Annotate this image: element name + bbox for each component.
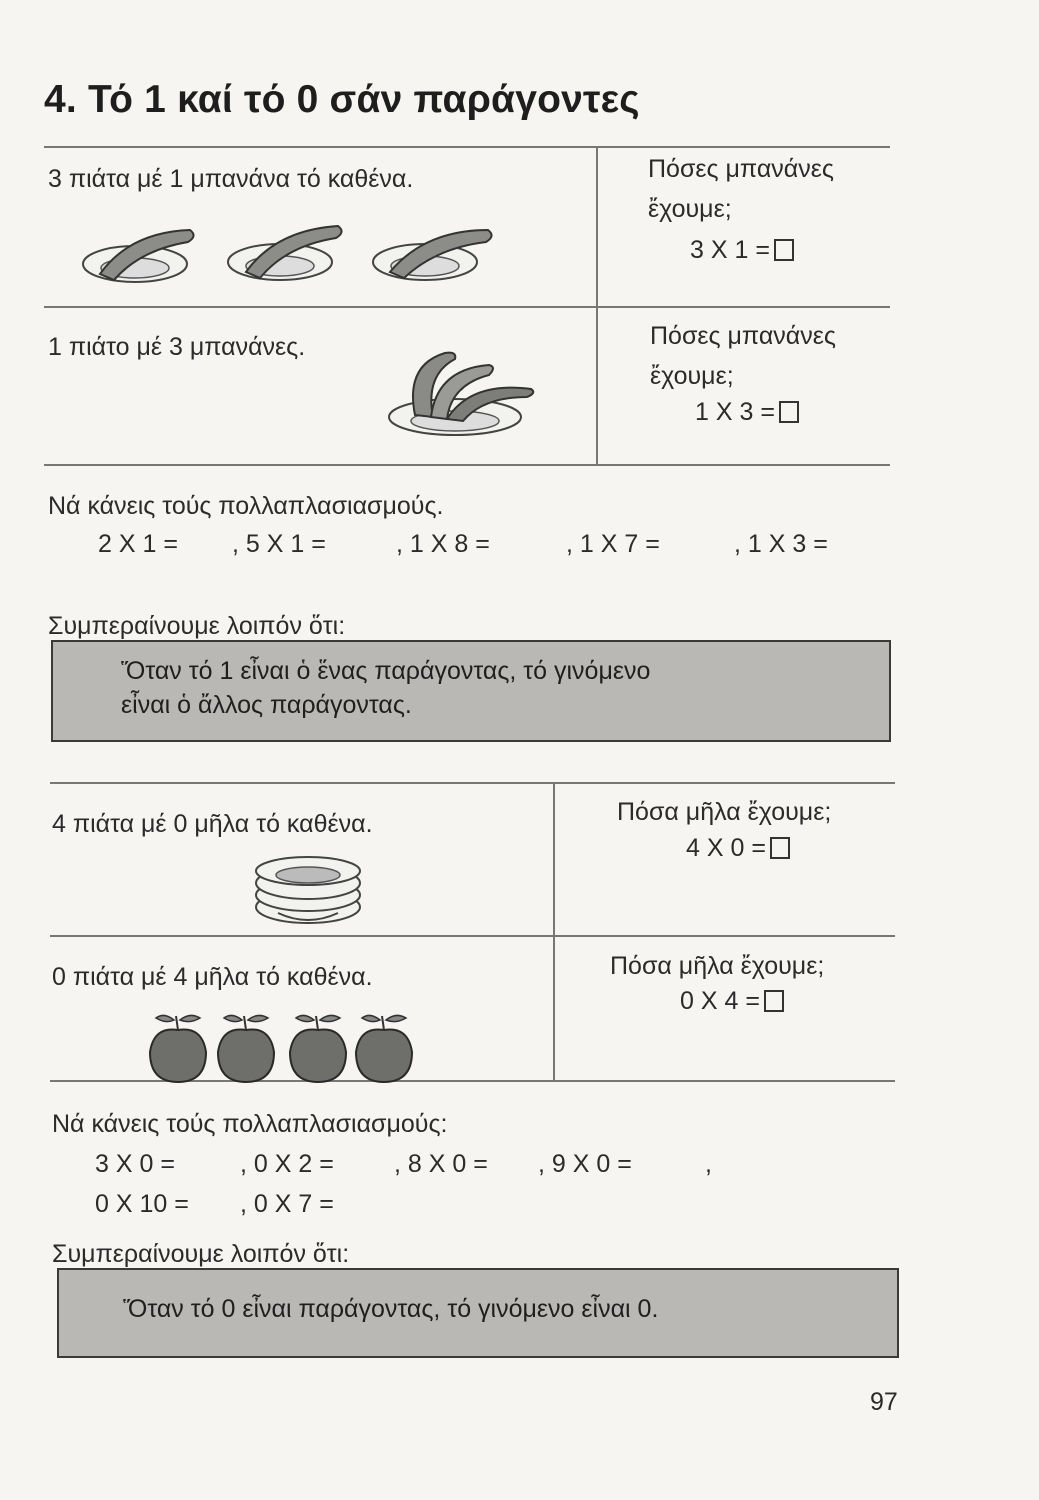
row1-statement: 3 πιάτα μέ 1 μπανάνα τό καθένα. (48, 165, 414, 193)
rule-2-text: Ὅταν τό 0 εἶναι παράγοντας, τό γινόμενο εἶναι 0. (123, 1295, 659, 1323)
answer-box[interactable] (770, 837, 790, 859)
stacked-plates-icon (248, 855, 378, 930)
page-title: 4. Τό 1 καί τό 0 σάν παράγοντες (44, 78, 640, 121)
banana-plate-3 (373, 230, 492, 280)
row2-equation: 1 X 3 = (695, 398, 799, 427)
banana-plate-2 (228, 226, 342, 280)
banana-plate-1 (83, 230, 194, 282)
exercise-2-6: 0 X 10 = (95, 1190, 189, 1218)
row1-question-line1: Πόσες μπανάνες (648, 155, 834, 183)
apple-icon (356, 1015, 412, 1082)
banana-plate-icon (80, 222, 500, 302)
table1-top-rule (44, 146, 890, 148)
row4-question: Πόσα μῆλα ἔχουμε; (610, 952, 825, 980)
rule-box-1 (51, 640, 891, 742)
exercise-1-5: , 1 X 3 = (734, 530, 828, 558)
instruction-1: Νά κάνεις τούς πολλαπλασιασμούς. (48, 492, 444, 520)
page-number: 97 (870, 1388, 898, 1416)
table2-middle-rule (50, 935, 895, 937)
row1-question-line2: ἔχουμε; (648, 195, 732, 223)
exercise-1-1: 2 X 1 = (98, 530, 178, 558)
row3-equation: 4 X 0 = (686, 834, 790, 863)
table2-column-divider (553, 782, 555, 1082)
conclusion-intro-1: Συμπεραίνουμε λοιπόν ὅτι: (48, 612, 346, 640)
apples-row (144, 1012, 424, 1087)
row4-equation: 0 X 4 = (680, 987, 784, 1016)
instruction-2: Νά κάνεις τούς πολλαπλασιασμούς: (52, 1110, 448, 1138)
row2-question-line2: ἔχουμε; (650, 362, 734, 390)
answer-box[interactable] (774, 239, 794, 261)
apple-icon (150, 1015, 206, 1082)
answer-box[interactable] (779, 401, 799, 423)
row1-equation: 3 X 1 = (690, 236, 794, 265)
exercise-2-1: 3 X 0 = (95, 1150, 175, 1178)
row3-statement: 4 πιάτα μέ 0 μῆλα τό καθένα. (52, 810, 373, 838)
rule-1-line1: Ὅταν τό 1 εἶναι ὁ ἕνας παράγοντας, τό γινόμενο (121, 657, 651, 685)
exercise-2-3: , 8 X 0 = (394, 1150, 488, 1178)
banana-bunch-plate-icon (385, 345, 545, 445)
row4-statement: 0 πιάτα μέ 4 μῆλα τό καθένα. (52, 963, 373, 991)
table1-middle-rule (44, 306, 890, 308)
apple-icon (218, 1015, 274, 1082)
table2-top-rule (50, 782, 895, 784)
table1-bottom-rule (44, 464, 890, 466)
conclusion-intro-2: Συμπεραίνουμε λοιπόν ὅτι: (52, 1240, 350, 1268)
apple-icon (290, 1015, 346, 1082)
exercise-1-2: , 5 X 1 = (232, 530, 326, 558)
row2-statement: 1 πιάτο μέ 3 μπανάνες. (48, 333, 306, 361)
row3-question: Πόσα μῆλα ἔχουμε; (617, 798, 832, 826)
rule-box-2 (57, 1268, 899, 1358)
exercise-1-3: , 1 X 8 = (396, 530, 490, 558)
answer-box[interactable] (764, 990, 784, 1012)
exercise-1-4: , 1 X 7 = (566, 530, 660, 558)
exercise-2-7: , 0 X 7 = (240, 1190, 334, 1218)
exercise-2-2: , 0 X 2 = (240, 1150, 334, 1178)
exercise-2-4: , 9 X 0 = (538, 1150, 632, 1178)
rule-1-line2: εἶναι ὁ ἄλλος παράγοντας. (121, 691, 412, 719)
row2-question-line1: Πόσες μπανάνες (650, 322, 836, 350)
exercise-2-5: , (705, 1150, 712, 1178)
